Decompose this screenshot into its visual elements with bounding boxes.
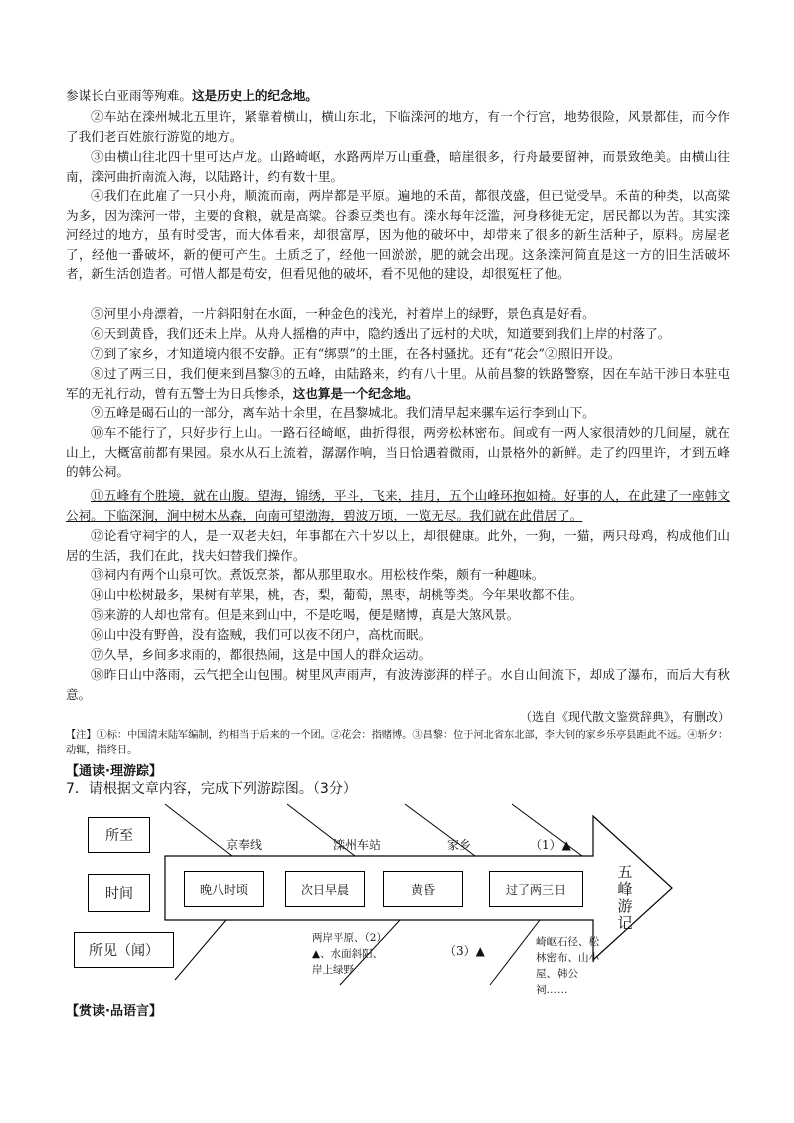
diagonal-line-upper-1 <box>165 804 232 856</box>
source-citation: （选自《现代散文鉴赏辞典》，有删改） <box>519 710 730 724</box>
seen-blank-3: （3）▲ <box>444 944 485 958</box>
diagonal-line-lower-3 <box>490 920 540 985</box>
row-label-seen: 所见（闻） <box>74 932 174 968</box>
paragraph-16: ⑯山中没有野兽，没有盗贼，我们可以夜不闭户，高枕而眠。 <box>91 627 432 642</box>
seen-riverside: 两岸平原、（2）▲、水面斜阳、岸上绿野 <box>312 932 387 976</box>
paragraph-15: ⑮来游的人却也常有。但是来到山中，不是吃喝，便是赌博，真是大煞风景。 <box>91 607 520 622</box>
paragraph-17: ⑰久旱，乡间多求雨的，都很热闹，这是中国人的群众运动。 <box>91 647 432 662</box>
paragraph-0: 参谋长白亚雨等殉难。这是历史上的纪念地。 <box>66 88 318 103</box>
place-jingfeng-line: 京奉线 <box>226 838 263 852</box>
paragraph-14: ⑭山中松树最多，果树有苹果，桃，杏，梨，葡萄，黑枣，胡桃等类。今年果收都不佳。 <box>91 587 583 602</box>
time-next-morning: 次日早晨 <box>285 871 365 907</box>
paragraph-12: ⑫论看守祠宇的人，是一双老夫妇，年事都在六十岁以上，却很健康。此外，一狗，一猫，两只母鸡，构成他们山居的生活，我们在此，找夫妇替我们操作。 <box>66 528 730 563</box>
footnote: 【注】①标：中国清末陆军编制，约相当于后来的一个团。②花会：指赌博。③昌黎：位于河北省东北部，李大钊的家乡乐亭县距此不远。④斩夕：动辄，指终日。 <box>66 730 729 756</box>
diagonal-line-lower-1 <box>175 920 226 980</box>
paragraph-9: ⑨五峰是碣石山的一部分，离车站十余里，在昌黎城北。我们清早起来骡车运行李到山下。 <box>91 405 595 420</box>
place-hometown: 家乡 <box>447 838 472 852</box>
place-blank-1: （1）▲ <box>530 838 571 852</box>
seen-mountain: 崎岖石径、松林密布、山小屋、韩公祠…… <box>536 936 599 996</box>
paragraph-3: ③由横山往北四十里可达卢龙。山路崎岖，水路两岸万山重叠，暗崖很多，行舟最要留神，而景致绝美。由横山往南，滦河曲折南流入海，以陆路计，约有数十里。 <box>66 149 730 184</box>
paragraph-2: ②车站在滦州城北五里许，紧靠着横山，横山东北，下临滦河的地方，有一个行宫，地势很险，风景都佳，而今作了我们老百姓旅行游览的地方。 <box>66 109 730 144</box>
arrow-title: 五峰游记 <box>617 863 633 932</box>
place-luanzhou-station: 滦州车站 <box>333 838 382 852</box>
time-two-three-days-later: 过了两三日 <box>489 871 583 907</box>
paragraph-10: ⑩车不能行了，只好步行上山。一路石径崎岖，曲折得很，两旁松林密布。间或有一两人家很清妙的几间屋，就在山上，大概富前都有果园。泉水从石上流着，潺潺作响，当日恰遇着微雨，山景格外的新鲜。走了约四里许，才到五峰的韩公祠。 <box>66 425 730 479</box>
row-label-place: 所至 <box>88 817 150 853</box>
paragraph-18: ⑱昨日山中落雨，云气把全山包围。树里风声雨声，有波涛澎湃的样子。水自山间流下，却成了瀑布，而后大有秋意。 <box>66 667 730 702</box>
paragraph-7: ⑦到了家乡，才知道境内很不安静。正有“绑票”的土匪，在各村骚扰。还有“花会”②照旧开设。 <box>91 346 621 361</box>
question-7: 7．请根据文章内容，完成下列游踪图。（3分） <box>66 781 357 797</box>
time-evening-eight: 晚八时顷 <box>184 871 264 907</box>
paragraph-5: ⑤河里小舟漂着，一片斜阳射在水面，一种金色的浅光，衬着岸上的绿野，景色真是好看。 <box>91 306 595 321</box>
paragraph-4: ④我们在此雇了一只小舟，顺流而南，两岸都是平原。遍地的禾苗，都很茂盛，但已觉受旱。禾苗的种类，以高粱为多，因为滦河一带，主要的食粮，就是高粱。谷黍豆类也有。滦水每年泛滥，河身移徙无定，居民都以为苦。其实滦河经过的地方，虽有时受害，而大体看来，却很富厚，因为他的破坏中，却带来了很多的新生活种子，原料。房屋老了，经他一番破坏，新的便可产生。土质乏了，经他一回淤淤，肥的就会出现。这条滦河简直是这一方的旧生活破坏者，新生活创造者。可惜人都是苟安，但看见他的破坏，看不见他的建设，却很冤枉了他。 <box>66 188 730 281</box>
section-heading-appreciate: 【赏读·品语言】 <box>66 1004 162 1019</box>
section-heading-read: 【通读·理游踪】 <box>66 764 162 779</box>
row-label-time: 时间 <box>88 874 150 912</box>
paragraph-11: ⑪五峰有个胜境，就在山腹。望海，锦绣，平斗，飞来，挂月，五个山峰环抱如椅。好事的人，在此建了一座韩文公祠。下临深涧，涧中树木丛森，向南可望渤海，碧波万顷，一览无尽。我们就在此借居了。 <box>66 488 730 523</box>
paragraph-6: ⑥天到黄昏，我们还未上岸。从舟人摇橹的声中，隐约透出了远村的犬吠，知道要到我们上岸的村落了。 <box>91 326 671 341</box>
paragraph-13: ⑬祠内有两个山泉可饮。煮饭烹茶，都从那里取水。用松枝作柴，颇有一种趣味。 <box>91 567 545 582</box>
time-dusk: 黄昏 <box>383 871 463 907</box>
paragraph-8: ⑧过了两三日，我们便来到昌黎③的五峰，由陆路来，约有八十里。从前昌黎的铁路警察，因在车站干涉日本驻屯军的无礼行动，曾有五警士为日兵惨杀，这也算是一个纪念地。 <box>66 366 730 401</box>
